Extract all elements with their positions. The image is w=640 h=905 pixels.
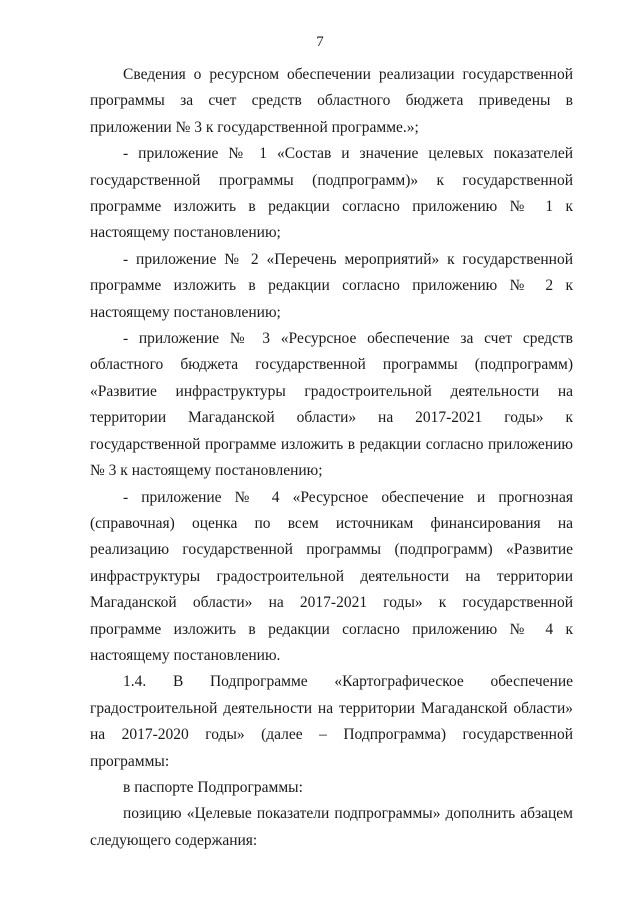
paragraph-appendix-4: - приложение № 4 «Ресурсное обеспечение и прогнозная (справочная) оценка по всем источникам финансирования на реализацию государственной программы (подпрограмм) «Развитие инфраструктуры градостроительной деятельности на территории Магаданской области» на 2017-2021 годы» к государственной программе изложить в редакции согласно приложению № 4 к настоящему постановлению. bbox=[90, 488, 573, 664]
paragraph-appendix-2: - приложение № 2 «Перечень мероприятий» к государственной программе изложить в редакции согласно приложению № 2 к настоящему постановлению; bbox=[90, 250, 573, 321]
paragraph-appendix-1: - приложение № 1 «Состав и значение целевых показателей государственной программы (подпрограмм)» к государственной программе изложить в редакции согласно приложению № 1 к настоящему постановлению; bbox=[90, 145, 573, 242]
paragraph-appendix-3: - приложение № 3 «Ресурсное обеспечение за счет средств областного бюджета государственной программы (подпрограмм) «Развитие инфраструктуры градостроительной деятельности на территории Магаданской области» на 2017-2021 годы» к государственной программе изложить в редакции согласно приложению № 3 к настоящему постановлению; bbox=[90, 330, 573, 480]
document-body bbox=[90, 62, 573, 854]
paragraph-resource-info: Сведения о ресурсном обеспечении реализации государственной программы за счет средств областного бюджета приведены в приложении № 3 к государственной программе.»; bbox=[90, 66, 573, 136]
paragraph-passport: в паспорте Подпрограммы: bbox=[123, 778, 303, 796]
page-number: 7 bbox=[316, 34, 324, 50]
paragraph-target-indicators: позицию «Целевые показатели подпрограммы» дополнить абзацем следующего содержания: bbox=[90, 805, 573, 849]
paragraph-section-1-4: 1.4. В Подпрограмме «Картографическое обеспечение градостроительной деятельности на территории Магаданской области» на 2017-2020 годы» (далее – Подпрограмма) государственной программы: bbox=[90, 673, 573, 770]
